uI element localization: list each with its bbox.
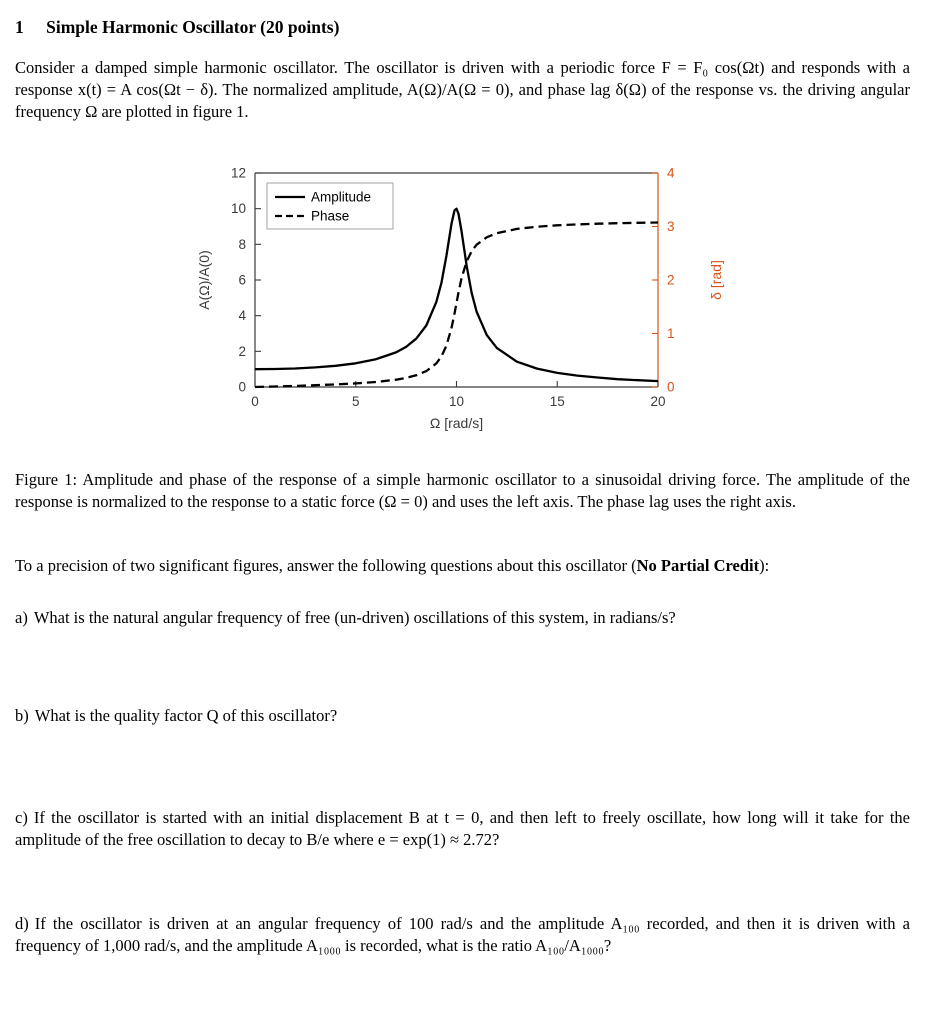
question-b-label: b) — [15, 705, 29, 725]
instructions-pre: To a precision of two significant figures, answer the following questions about this oscillator ( — [15, 555, 637, 575]
svg-text:4: 4 — [237, 308, 246, 324]
section-heading — [15, 16, 910, 39]
figure-caption: Figure 1: Amplitude and phase of the response of a simple harmonic oscillator to a sinusoidal driving force. The amplitude of the response is normalized to the response to a static force (Ω = 0) and uses the left axis. The phase lag uses the right axis. — [15, 470, 910, 512]
svg-text:1: 1 — [666, 326, 675, 342]
svg-text:6: 6 — [237, 272, 246, 288]
x-axis-label: Ω [rad/s] — [429, 415, 483, 432]
svg-text:2: 2 — [666, 272, 675, 288]
figure-1 — [15, 157, 910, 439]
svg-text:Phase: Phase — [310, 208, 349, 224]
left-y-axis — [230, 166, 260, 395]
instructions-bold: No Partial Credit — [636, 555, 760, 575]
svg-text:Amplitude: Amplitude — [310, 189, 371, 205]
intro-paragraph: Consider a damped simple harmonic oscillator. The oscillator is driven with a periodic force F = F₀ cos(Ωt) and responds with a response x(t) = A cos(Ωt − δ). The normalized amplitude, A(Ω)/A(Ω = 0), and phase lag δ(Ω) of the response vs. the driving angular frequency Ω are plotted in figure 1. — [15, 58, 910, 122]
question-b-text: What is the quality factor Q of this oscillator? — [34, 705, 338, 725]
svg-text:4: 4 — [666, 165, 675, 181]
right-y-axis-label: δ [rad] — [707, 260, 724, 300]
question-a-label: a) — [15, 607, 28, 627]
question-d — [15, 913, 910, 957]
question-b — [15, 705, 910, 727]
figure-chart — [193, 157, 733, 439]
svg-text:2: 2 — [237, 343, 246, 359]
oscillator-response-chart — [193, 157, 733, 439]
left-y-axis-label: A(Ω)/A(0) — [195, 250, 212, 310]
question-d-label: d) — [15, 913, 29, 933]
instructions-post: ): — [759, 555, 770, 575]
question-a-text: What is the natural angular frequency of free (un-driven) oscillations of this system, in radians/s? — [33, 607, 676, 627]
question-c-label: c) — [15, 807, 28, 827]
right-y-axis — [652, 166, 675, 395]
chart-legend — [267, 183, 393, 229]
svg-text:0: 0 — [666, 379, 675, 395]
instructions-paragraph — [15, 555, 910, 577]
phase-series-line — [255, 223, 658, 388]
question-a — [15, 607, 910, 629]
svg-text:5: 5 — [351, 394, 360, 410]
question-c — [15, 807, 910, 851]
svg-text:10: 10 — [448, 394, 464, 410]
svg-text:15: 15 — [549, 394, 565, 410]
svg-text:20: 20 — [649, 394, 666, 410]
svg-text:0: 0 — [237, 379, 246, 395]
svg-text:12: 12 — [230, 165, 246, 181]
svg-text:10: 10 — [230, 201, 246, 217]
amplitude-series-line — [255, 209, 658, 381]
question-c-text: If the oscillator is started with an initial displacement B at t = 0, and then left to freely oscillate, how long will it take for the amplitude of the free oscillation to decay to B/e where e = exp(1) ≈ 2.72? — [15, 807, 910, 849]
section-number: 1 — [15, 17, 24, 37]
svg-text:3: 3 — [666, 219, 675, 235]
question-d-text: If the oscillator is driven at an angular frequency of 100 rad/s and the amplitude A₁₀₀ recorded, and then it is driven with a frequency of 1,000 rad/s, and the amplitude A₁₀₀₀ is recorded, what is the ratio A₁₀₀/A₁₀₀₀? — [15, 913, 910, 955]
section-title: Simple Harmonic Oscillator (20 points) — [46, 17, 340, 37]
svg-text:8: 8 — [237, 236, 246, 252]
svg-text:0: 0 — [250, 394, 259, 410]
